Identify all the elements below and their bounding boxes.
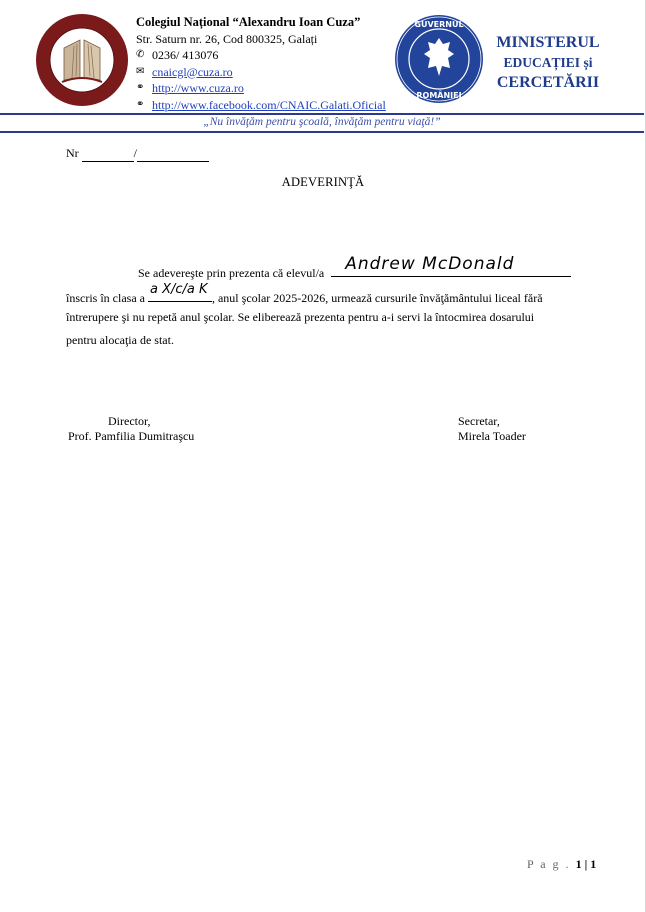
registration-number: Nr / [66, 146, 209, 162]
director-name: Prof. Pamfilia Dumitraşcu [68, 429, 195, 443]
class-field[interactable] [148, 282, 212, 302]
address: Str. Saturn nr. 26, Cod 800325, Galați [136, 31, 318, 46]
link-icon: ⚭ [136, 98, 145, 110]
envelope-icon: ✉ [136, 65, 145, 77]
secretary-signature [458, 414, 526, 444]
page-number: P a g . 1 | 1 [527, 857, 597, 871]
school-logo [34, 12, 130, 108]
director-title: Director, [108, 414, 151, 428]
student-name: Andrew McDonald [345, 254, 515, 274]
nr-blank[interactable] [82, 146, 134, 162]
website-row [136, 80, 396, 97]
director-signature [68, 414, 194, 444]
phone: 0236/ 413076 [152, 48, 219, 62]
header-rule-top [0, 113, 644, 115]
website-link[interactable]: http://www.cuza.ro [152, 81, 244, 95]
body-line-3: întrerupere şi nu repetă anul şcolar. Se eliberează prezenta pentru a-i servi la întocmirea dosarului [66, 310, 535, 324]
email-link[interactable]: cnaicgl@cuza.ro [152, 64, 233, 79]
body-line-2: înscris în clasa a a X/c/a K , anul şcolar 2025-2026, urmează cursurile învăţământului liceal fără [66, 282, 543, 305]
header-rule-bottom [0, 131, 644, 133]
nr-date-blank[interactable] [137, 146, 209, 162]
class-value: a X/c/a K [149, 282, 208, 297]
link-icon: ⚭ [136, 82, 145, 93]
student-name-field[interactable] [331, 254, 571, 277]
school-name: Colegiul Național “Alexandru Ioan Cuza” [136, 15, 361, 29]
phone-row [136, 47, 396, 64]
svg-text:ROMÂNIEI: ROMÂNIEI [416, 91, 462, 100]
phone-icon: ✆ [136, 49, 145, 60]
facebook-link[interactable]: http://www.facebook.com/CNAIC.Galati.Oficial [152, 97, 386, 112]
secretary-title: Secretar, [458, 414, 500, 428]
document-title: ADEVERINŢĂ [281, 175, 365, 189]
body-line-4: pentru alocaţia de stat. [66, 333, 174, 347]
ministry-name: MINISTERUL EDUCAȚIEI și CERCETĂRII [496, 34, 600, 91]
secretary-name: Mirela Toader [458, 429, 526, 443]
government-seal [394, 14, 484, 104]
motto: „Nu învăţăm pentru şcoală, învăţăm pentru viaţă!” [203, 116, 441, 128]
facebook-row [136, 97, 396, 114]
svg-text:GUVERNUL: GUVERNUL [414, 20, 464, 29]
body-line-1: Se adevereşte prin prezenta că elevul/a Andrew McDonald [138, 262, 598, 281]
email-row [136, 64, 396, 81]
school-info [136, 14, 396, 113]
